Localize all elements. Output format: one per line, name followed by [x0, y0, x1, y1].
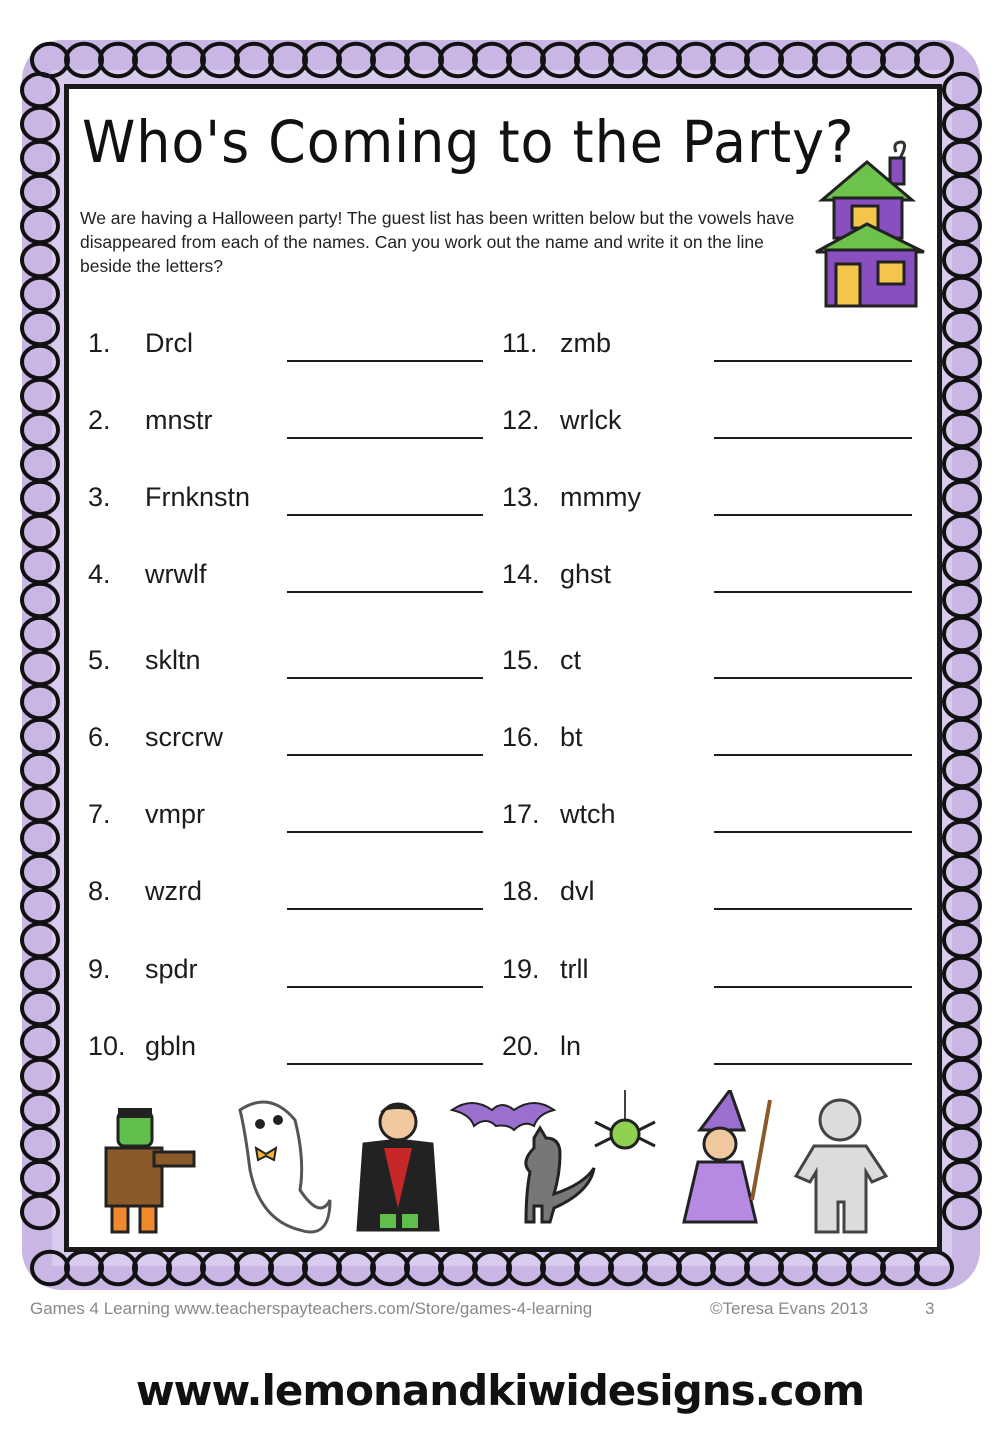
footer-source: Games 4 Learning www.teacherspayteachers.com/Store/games-4-learning	[30, 1299, 593, 1318]
item-number: 7.	[88, 799, 111, 829]
scrambled-word: spdr	[145, 954, 198, 984]
list-item	[502, 1031, 912, 1071]
scrambled-word: wtch	[560, 799, 616, 829]
answer-line[interactable]	[714, 437, 912, 439]
answer-line[interactable]	[714, 986, 912, 988]
list-item	[502, 328, 912, 368]
scrambled-word: vmpr	[145, 799, 205, 829]
scrambled-word: wrlck	[560, 405, 622, 435]
witch-icon	[684, 1090, 770, 1222]
answer-line[interactable]	[714, 1063, 912, 1065]
list-item	[88, 405, 483, 445]
item-number: 6.	[88, 722, 111, 752]
ghost-icon	[240, 1102, 330, 1232]
scrambled-word: scrcrw	[145, 722, 223, 752]
scrambled-word: wrwlf	[145, 559, 207, 589]
scrambled-word: mnstr	[145, 405, 213, 435]
scrambled-word: skltn	[145, 645, 201, 675]
scrambled-word: ghst	[560, 559, 612, 589]
item-number: 8.	[88, 876, 111, 906]
list-item	[88, 328, 483, 368]
bat-icon	[452, 1103, 554, 1130]
item-number: 5.	[88, 645, 111, 675]
vampire-icon	[358, 1103, 438, 1230]
list-item	[502, 722, 912, 762]
answer-line[interactable]	[714, 754, 912, 756]
haunted-house-icon	[812, 140, 932, 310]
answer-line[interactable]	[714, 360, 912, 362]
list-item	[502, 405, 912, 445]
item-number: 14.	[502, 559, 540, 589]
scrambled-word: ln	[560, 1031, 582, 1061]
item-number: 17.	[502, 799, 540, 829]
item-number: 12.	[502, 405, 540, 435]
scrambled-word: zmb	[560, 328, 612, 358]
answer-line[interactable]	[714, 908, 912, 910]
scrambled-word: bt	[560, 722, 583, 752]
item-number: 10.	[88, 1031, 126, 1061]
answer-line[interactable]	[287, 908, 483, 910]
item-number: 9.	[88, 954, 111, 984]
item-number: 4.	[88, 559, 111, 589]
frankenstein-icon	[106, 1108, 194, 1232]
list-item	[502, 482, 912, 522]
list-item	[502, 559, 912, 599]
scrambled-word: wzrd	[145, 876, 203, 906]
scrambled-word: Frnknstn	[145, 482, 251, 512]
list-item	[88, 559, 483, 599]
item-number: 15.	[502, 645, 540, 675]
item-number: 16.	[502, 722, 540, 752]
item-number: 19.	[502, 954, 540, 984]
spider-icon	[595, 1090, 655, 1148]
instructions-text: We are having a Halloween party! The guest list has been written below but the vowels have disappeared from each of the names. Can you work out the name and write it on the line beside the letters?	[80, 208, 795, 276]
scrambled-word: trll	[560, 954, 589, 984]
answer-line[interactable]	[287, 754, 483, 756]
item-number: 1.	[88, 328, 111, 358]
scrambled-word: dvl	[560, 876, 595, 906]
page-number: 3	[925, 1299, 935, 1318]
item-number: 3.	[88, 482, 111, 512]
mummy-icon	[796, 1100, 886, 1232]
answer-line[interactable]	[714, 514, 912, 516]
answer-line[interactable]	[287, 677, 483, 679]
list-item	[88, 645, 483, 685]
list-item	[88, 876, 483, 916]
list-item	[88, 1031, 483, 1071]
scrambled-word: ct	[560, 645, 582, 675]
list-item	[502, 954, 912, 994]
list-item	[88, 799, 483, 839]
list-item	[502, 876, 912, 916]
item-number: 2.	[88, 405, 111, 435]
list-item	[88, 722, 483, 762]
answer-line[interactable]	[287, 514, 483, 516]
item-number: 20.	[502, 1031, 540, 1061]
item-number: 18.	[502, 876, 540, 906]
answer-line[interactable]	[287, 1063, 483, 1065]
list-item	[88, 482, 483, 522]
list-item	[88, 954, 483, 994]
answer-line[interactable]	[287, 986, 483, 988]
item-number: 13.	[502, 482, 540, 512]
item-number: 11.	[502, 328, 538, 358]
cat-icon	[526, 1128, 594, 1222]
list-item	[502, 645, 912, 685]
page-title: Who's Coming to the Party?	[82, 108, 855, 176]
answer-line[interactable]	[287, 437, 483, 439]
answer-line[interactable]	[714, 677, 912, 679]
halloween-characters-illustration	[80, 1090, 930, 1250]
scrambled-word: Drcl	[145, 328, 193, 358]
footer-copyright: ©Teresa Evans 2013	[710, 1299, 869, 1318]
scrambled-word: gbln	[145, 1031, 197, 1061]
scrambled-word: mmmy	[560, 482, 641, 512]
answer-line[interactable]	[287, 591, 483, 593]
answer-line[interactable]	[287, 831, 483, 833]
answer-line[interactable]	[714, 591, 912, 593]
website-url: www.lemonandkiwidesigns.com	[135, 1366, 865, 1415]
answer-line[interactable]	[714, 831, 912, 833]
answer-line[interactable]	[287, 360, 483, 362]
list-item	[502, 799, 912, 839]
